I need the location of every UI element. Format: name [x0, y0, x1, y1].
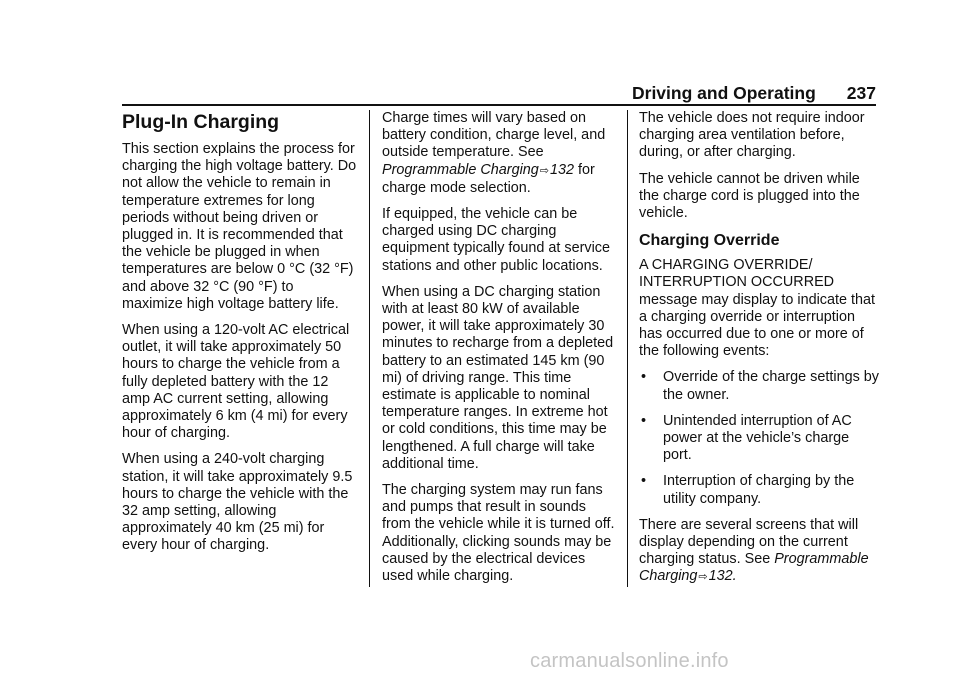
page-header: [632, 83, 876, 104]
page-arrow-icon: ⇨: [539, 164, 549, 177]
page-arrow-icon: ⇨: [698, 571, 708, 584]
list-item-text: Override of the charge settings by the owner.: [663, 369, 879, 403]
column-2: [382, 110, 618, 594]
section-heading: Plug-In Charging: [122, 111, 280, 133]
reference-title: Programmable Charging: [382, 161, 539, 178]
paragraph: [382, 110, 618, 197]
paragraph: [639, 517, 879, 587]
paragraph: The charging system may run fans and pumps that result in sounds from the vehicle while it is turned off. Additionally, clicking sounds may be caused by the electrical devices used while charging.: [382, 482, 615, 585]
paragraph: When using a 240-volt charging station, it will take approximately 9.5 hours to charge the vehicle with the 32 amp setting, allowing approximately 40 km (25 mi) for every hour of charging.: [122, 451, 353, 554]
paragraph: When using a 120-volt AC electrical outlet, it will take approximately 50 hours to charge the vehicle from a fully depleted battery with the 12 amp AC current setting, allowing approximately 6 km (4 mi) for every hour of charging.: [122, 322, 350, 442]
paragraph-text: There are several screens that will display depending on the current charging status. See: [639, 516, 859, 568]
header-rule: [122, 104, 876, 106]
column-divider: [369, 110, 370, 587]
list-item: [639, 473, 879, 507]
section-title: Driving and Operating: [632, 83, 816, 103]
column-3: [639, 110, 879, 596]
column-1: [122, 110, 358, 564]
reference-page: 132: [550, 161, 575, 178]
paragraph: If equipped, the vehicle can be charged using DC charging equipment typically found at service stations and other public locations.: [382, 206, 610, 274]
list-item-text: Unintended interruption of AC power at the vehicle’s charge port.: [663, 412, 852, 464]
paragraph: This section explains the process for charging the high voltage battery. Do not allow the vehicle to remain in temperature extremes for long periods without being driven or plugged in. It is recommended that the vehicle be plugged in when temperatures are below 0 °C (32 °F) and above 32 °C (90 °F) to maximize high voltage battery life.: [122, 141, 357, 312]
reference-page: 132.: [708, 568, 737, 585]
subsection-heading: Charging Override: [639, 232, 780, 250]
list-item: [639, 369, 879, 403]
bullet-icon: •: [641, 473, 647, 490]
cross-reference-link[interactable]: [382, 162, 574, 178]
paragraph: When using a DC charging station with at least 80 kW of available power, it will take approximately 30 minutes to recharge from a depleted battery to an estimated 145 km (90 mi) of driving range. This time estimate is applicable to nominal temperature ranges. In extreme hot or cold conditions, this time may be lengthened. A full charge will take additional time.: [382, 283, 614, 472]
reference-title: Programmable Charging: [639, 551, 869, 585]
paragraph-text: Charge times will vary based on battery condition, charge level, and outside temperature. See: [382, 110, 606, 161]
paragraph: A CHARGING OVERRIDE/ INTERRUPTION OCCURRED message may display to indicate that a charging override or interruption has occurred due to one or more of the following events:: [639, 257, 875, 360]
paragraph: The vehicle does not require indoor charging area ventilation before, during, or after charging.: [639, 110, 865, 161]
paragraph: The vehicle cannot be driven while the charge cord is plugged into the vehicle.: [639, 170, 860, 222]
watermark: carmanualsonline.info: [530, 650, 729, 672]
list-item: [639, 413, 879, 465]
paragraph-text: for charge mode selection.: [382, 161, 595, 196]
list-item-text: Interruption of charging by the utility company.: [663, 473, 855, 507]
bullet-icon: •: [641, 412, 647, 429]
bullet-icon: •: [641, 369, 647, 386]
column-divider: [627, 110, 628, 587]
page-number: 237: [846, 83, 876, 103]
